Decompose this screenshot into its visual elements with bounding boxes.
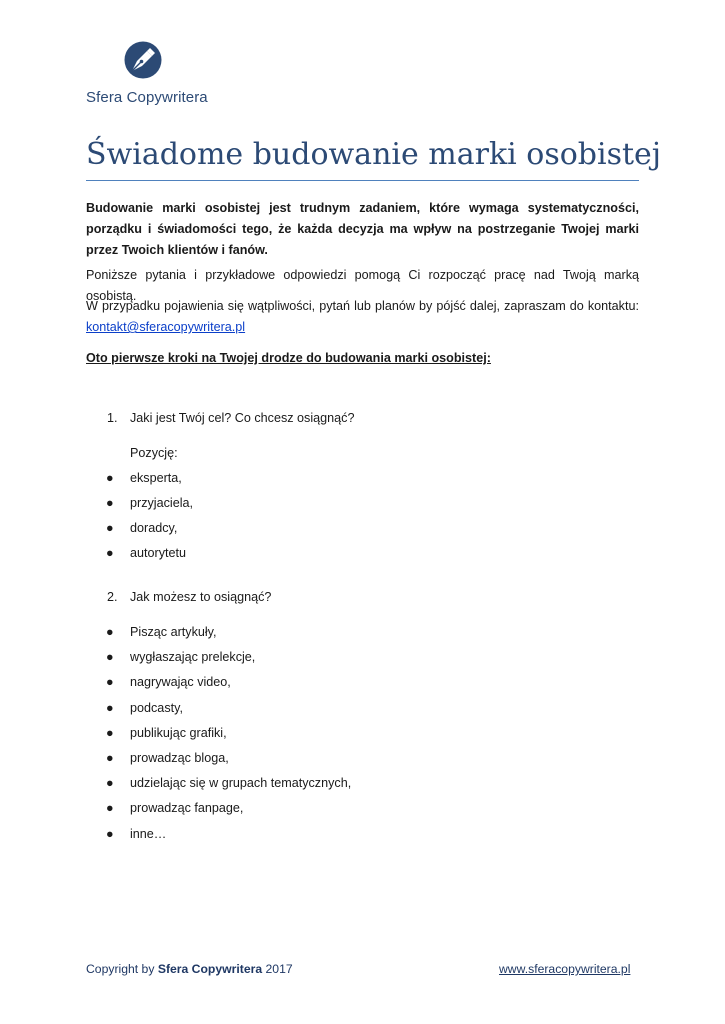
list-item: podcasty,: [130, 700, 183, 715]
copyright-brand: Sfera Copywritera: [157, 962, 263, 976]
list-item: autorytetu: [130, 546, 187, 560]
bullet-icon: ●: [106, 675, 114, 690]
bullet-icon: ●: [106, 496, 114, 510]
bullet-icon: ●: [106, 826, 114, 841]
list-item: doradcy,: [130, 521, 178, 535]
copyright-prefix: Copyright by: [86, 962, 155, 976]
list-item: eksperta,: [130, 471, 182, 485]
contact-text: W przypadku pojawienia się wątpliwości, pytań lub planów by pójść dalej, zapraszam do kontaktu:: [86, 299, 639, 313]
help-paragraph: Poniższe pytania i przykładowe odpowiedzi pomogą Ci rozpocząć pracę nad Twoją marką osobistą.: [86, 268, 639, 303]
list-item: prowadząc fanpage,: [130, 801, 244, 816]
copyright-year: 2017: [265, 962, 293, 976]
list-item: udzielając się w grupach tematycznych,: [130, 776, 352, 791]
bullet-icon: ●: [106, 725, 114, 740]
steps-heading: Oto pierwsze kroki na Twojej drodze do budowania marki osobistej:: [86, 351, 491, 365]
question-text: Jaki jest Twój cel? Co chcesz osiągnąć?: [130, 411, 355, 425]
fountain-pen-nib-icon: [123, 40, 163, 80]
document-title: Świadome budowanie marki osobistej: [86, 137, 662, 172]
list-item: przyjaciela,: [130, 496, 193, 510]
bullet-icon: ●: [106, 521, 114, 535]
question-text: Jak możesz to osiągnąć?: [130, 590, 272, 604]
bullet-icon: ●: [106, 471, 114, 485]
contact-paragraph: [86, 296, 639, 338]
footer-website-link[interactable]: www.sferacopywritera.pl: [499, 962, 631, 976]
footer-copyright: [86, 962, 293, 976]
list-item: inne…: [130, 826, 167, 841]
intro-paragraph: Budowanie marki osobistej jest trudnym zadaniem, które wymaga systematyczności, porządku i świadomości tego, że każda decyzja ma wpływ na postrzeganie Twojej marki przez Twoich klientów i fanów.: [86, 201, 639, 257]
bullet-icon: ●: [106, 700, 114, 715]
list-item: publikując grafiki,: [130, 725, 227, 740]
list-item: nagrywając video,: [130, 675, 231, 690]
list-item: prowadząc bloga,: [130, 751, 229, 765]
brand-name: Sfera Copywritera: [86, 89, 208, 106]
bullet-icon: ●: [106, 650, 114, 665]
question-number: 2.: [107, 590, 118, 604]
bullet-icon: ●: [106, 546, 114, 560]
question-subheading: Pozycję:: [130, 446, 178, 460]
list-item: Pisząc artykuły,: [130, 625, 217, 639]
contact-email-link[interactable]: kontakt@sferacopywritera.pl: [86, 320, 246, 334]
bullet-icon: ●: [106, 751, 114, 765]
bullet-icon: ●: [106, 801, 114, 816]
question-number: 1.: [107, 411, 118, 425]
bullet-icon: ●: [106, 776, 114, 791]
title-divider: [86, 180, 639, 181]
list-item: wygłaszając prelekcje,: [130, 650, 256, 665]
bullet-icon: ●: [106, 625, 114, 639]
